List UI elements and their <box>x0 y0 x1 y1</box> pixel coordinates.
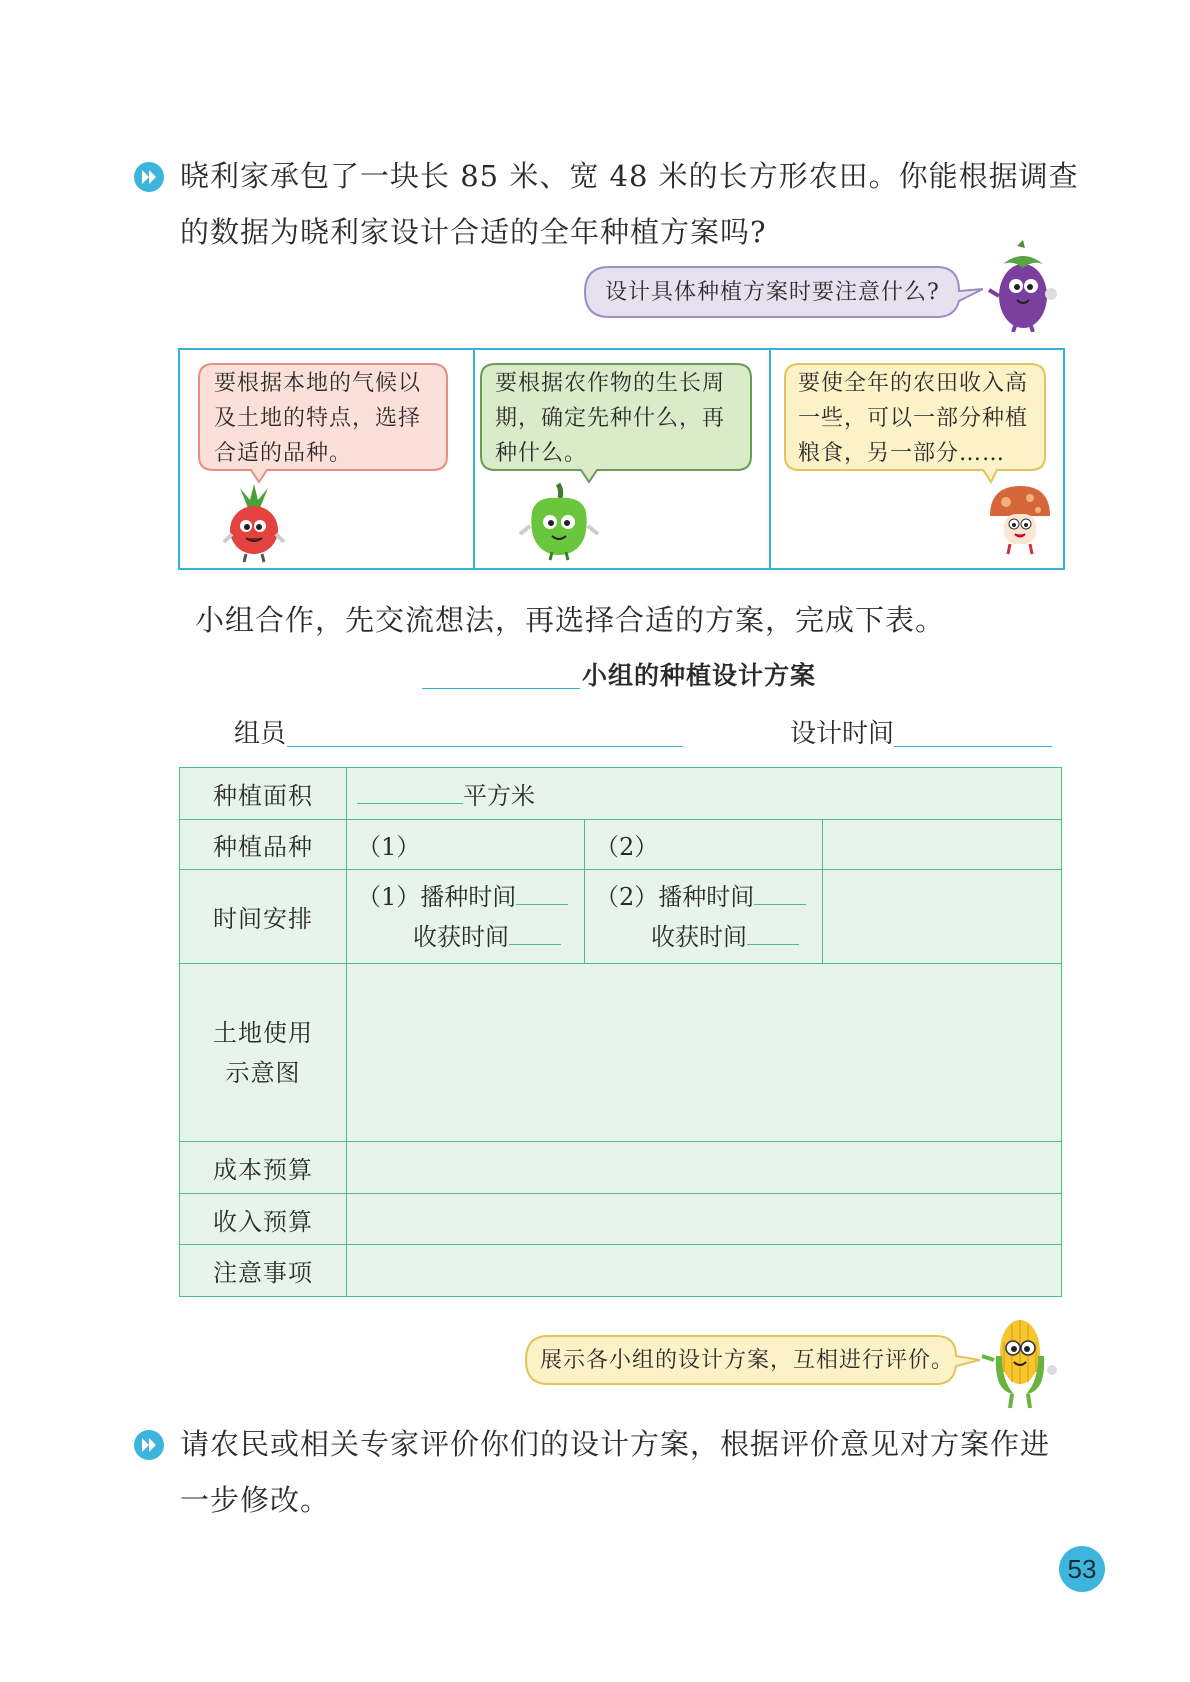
corn-speech-text: 展示各小组的设计方案，互相进行评价。 <box>540 1348 955 1373</box>
income-cell[interactable] <box>347 1194 1062 1245</box>
table-row-land <box>180 964 1062 1142</box>
panel-3-text <box>798 366 1048 471</box>
schedule-2-harvest-label: 收获时间 <box>651 922 747 951</box>
table-row-area <box>180 768 1062 820</box>
panel-1-line-1: 要根据本地的气候以 <box>214 371 422 396</box>
radish-icon <box>218 484 290 568</box>
schedule-1-harvest-label: 收获时间 <box>413 922 509 951</box>
table-row-schedule <box>180 870 1062 964</box>
closing-line-2: 一步修改。 <box>180 1483 331 1517</box>
eggplant-speech-text: 设计具体种植方案时要注意什么? <box>605 280 940 305</box>
area-label: 种植面积 <box>180 768 347 820</box>
panel-2-line-2: 期，确定先种什么，再 <box>495 406 726 431</box>
land-use-label-line-2: 示意图 <box>225 1058 301 1087</box>
corn-icon <box>980 1312 1058 1416</box>
schedule-2-sow-blank[interactable] <box>754 882 806 905</box>
schedule-1-harvest-blank[interactable] <box>509 922 561 945</box>
land-use-diagram-area[interactable] <box>347 964 1062 1142</box>
panel-2-line-3: 种什么。 <box>495 441 588 466</box>
land-use-label-line-1: 土地使用 <box>213 1018 313 1047</box>
schedule-label: 时间安排 <box>180 870 347 964</box>
variety-3-cell[interactable] <box>823 820 1062 870</box>
panel-2-text <box>495 366 750 471</box>
land-use-label <box>180 964 347 1142</box>
schedule-2-harvest-blank[interactable] <box>747 922 799 945</box>
table-row-income <box>180 1194 1062 1245</box>
panel-2-line-1: 要根据农作物的生长周 <box>495 371 726 396</box>
panel-3-line-3: 粮食，另一部分…… <box>798 441 1006 466</box>
schedule-1-sow-blank[interactable] <box>516 882 568 905</box>
panel-1-text <box>214 366 444 471</box>
panel-3-line-1: 要使全年的农田收入高 <box>798 371 1029 396</box>
variety-2-label: （2） <box>595 833 659 861</box>
panel-1-line-2: 及土地的特点，选择 <box>214 406 422 431</box>
mushroom-icon <box>986 482 1054 562</box>
variety-2-cell[interactable] <box>585 820 823 870</box>
eggplant-icon <box>985 240 1065 336</box>
variety-1-cell[interactable] <box>347 820 585 870</box>
design-time-label: 设计时间 <box>790 719 895 749</box>
notes-label: 注意事项 <box>180 1245 347 1297</box>
area-unit: 平方米 <box>463 782 535 810</box>
schedule-3-cell[interactable] <box>823 870 1062 964</box>
form-title: 小组的种植设计方案 <box>582 661 817 690</box>
notes-cell[interactable] <box>347 1245 1062 1297</box>
income-label: 收入预算 <box>180 1194 347 1245</box>
table-row-variety <box>180 820 1062 870</box>
schedule-1-sow-label: （1）播种时间 <box>357 882 517 911</box>
panel-1-line-3: 合适的品种。 <box>214 441 353 466</box>
schedule-1-cell <box>347 870 585 964</box>
closing-line-1: 请农民或相关专家评价你们的设计方案，根据评价意见对方案作进 <box>180 1427 1051 1461</box>
design-time-blank[interactable] <box>894 746 1052 747</box>
group-name-blank[interactable] <box>422 688 580 689</box>
schedule-2-cell <box>585 870 823 964</box>
intro-paragraph <box>180 148 1080 260</box>
members-label: 组员 <box>234 719 287 749</box>
members-blank[interactable] <box>287 746 683 747</box>
cost-cell[interactable] <box>347 1142 1062 1194</box>
play-bullet-icon <box>133 1429 165 1461</box>
schedule-2-sow-label: （2）播种时间 <box>595 882 755 911</box>
table-row-cost <box>180 1142 1062 1194</box>
planting-plan-table <box>179 767 1062 1297</box>
cost-label: 成本预算 <box>180 1142 347 1194</box>
variety-1-label: （1） <box>357 833 421 861</box>
intro-line-1: 晓利家承包了一块长 85 米、宽 48 米的长方形农田。你能根据调查 <box>180 159 1079 193</box>
page-number-badge: 53 <box>1059 1546 1105 1592</box>
variety-label: 种植品种 <box>180 820 347 870</box>
area-cell <box>347 768 1062 820</box>
instruction-text: 小组合作，先交流想法，再选择合适的方案，完成下表。 <box>195 603 946 637</box>
area-blank[interactable] <box>357 781 463 804</box>
pepper-icon <box>516 482 602 566</box>
play-bullet-icon <box>133 161 165 193</box>
panel-3-line-2: 一些，可以一部分种植 <box>798 406 1029 431</box>
closing-paragraph <box>180 1416 1080 1528</box>
table-row-notes <box>180 1245 1062 1297</box>
intro-line-2: 的数据为晓利家设计合适的全年种植方案吗? <box>180 215 767 249</box>
